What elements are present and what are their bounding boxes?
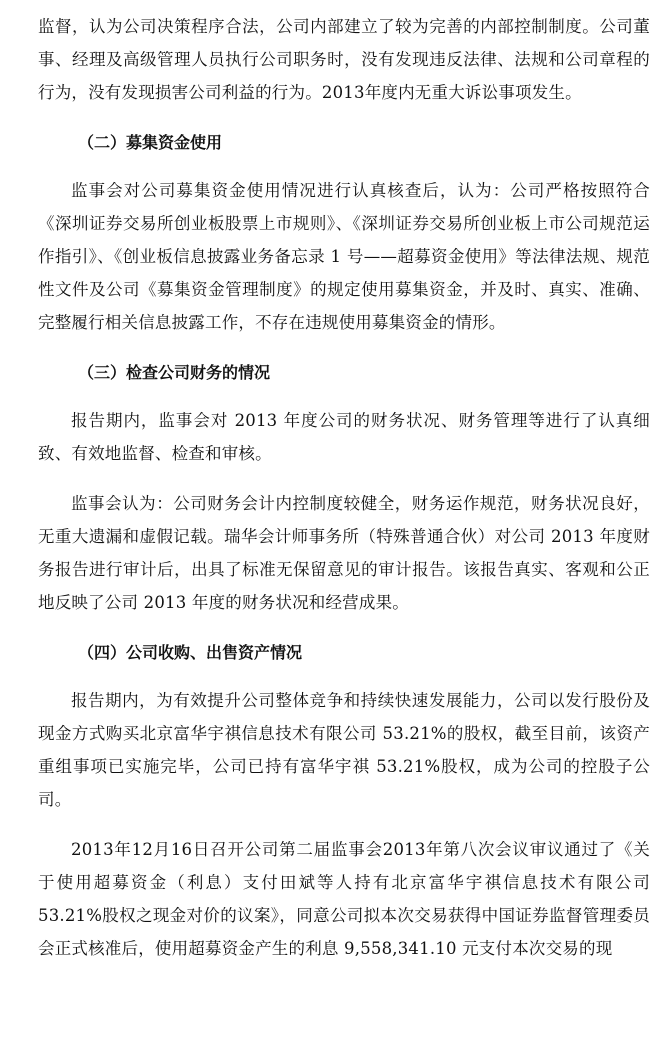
paragraph-board-resolution: 2013年12月16日召开公司第二届监事会2013年第八次会议审议通过了《关于使用超募资金（利息）支付田斌等人持有北京富华宇祺信息技术有限公司53.21%股权之现金对价的议案》，同意公司拟本次交易获得中国证券监督管理委员会正式核准后，使用超募资金产生的利息 9,558,341.10 元支付本次交易的现 (38, 840, 650, 958)
section-heading-finance-check: （三）检查公司财务的情况 (78, 363, 271, 382)
paragraph-continued: 监督，认为公司决策程序合法，公司内部建立了较为完善的内部控制制度。公司董事、经理及高级管理人员执行公司职务时，没有发现违反法律、法规和公司章程的行为，没有发现损害公司利益的行为。2013年度内无重大诉讼事项发生。 (38, 17, 650, 102)
paragraph-acquisition: 报告期内，为有效提升公司整体竞争和持续快速发展能力，公司以发行股份及现金方式购买北京富华宇祺信息技术有限公司 53.21%的股权，截至目前，该资产重组事项已实施完毕，公司已持有富华宇祺 53.21%股权，成为公司的控股子公司。 (38, 691, 650, 809)
paragraph-fundraising: 监事会对公司募集资金使用情况进行认真核查后，认为：公司严格按照符合《深圳证券交易所创业板股票上市规则》、《深圳证券交易所创业板上市公司规范运作指引》、《创业板信息披露业务备忘录 1 号——超募资金使用》等法律法规、规范性文件及公司《募集资金管理制度》的规定使用募集资金，并及时、真实、准确、完整履行相关信息披露工作，不存在违规使用募集资金的情形。 (38, 181, 650, 332)
paragraph-finance-review: 报告期内，监事会对 2013 年度公司的财务状况、财务管理等进行了认真细致、有效地监督、检查和审核。 (38, 411, 650, 463)
paragraph-finance-opinion: 监事会认为：公司财务会计内控制度较健全，财务运作规范，财务状况良好，无重大遗漏和虚假记载。瑞华会计师事务所（特殊普通合伙）对公司 2013 年度财务报告进行审计后，出具了标准无保留意见的审计报告。该报告真实、客观和公正地反映了公司 2013 年度的财务状况和经营成果。 (38, 494, 650, 612)
section-heading-fundraising: （二）募集资金使用 (78, 133, 223, 152)
section-heading-asset-transactions: （四）公司收购、出售资产情况 (78, 643, 303, 662)
document-page (38, 0, 650, 965)
